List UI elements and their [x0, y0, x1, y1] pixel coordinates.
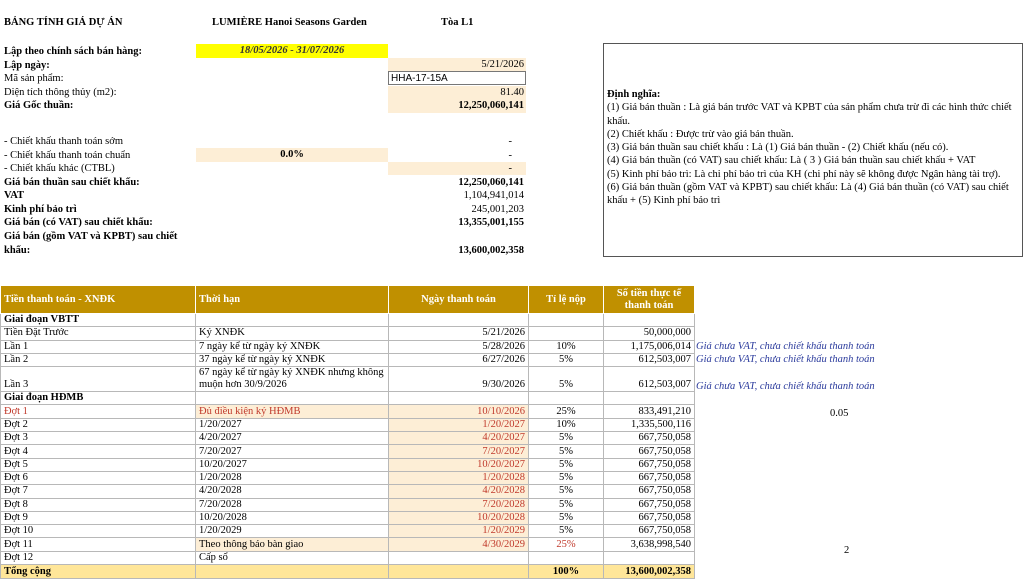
price-full-value: 13,600,002,358: [458, 245, 524, 256]
price-vat-label: Giá bán (có VAT) sau chiết khấu:: [4, 217, 153, 228]
row-pct: 5%: [529, 511, 604, 524]
row-date: 6/27/2026: [389, 353, 529, 366]
definition-line: (2) Chiết khấu : Được trừ vào giá bán thuần.: [607, 128, 794, 140]
row-term: 1/20/2029: [196, 525, 389, 538]
price-vat-value: 13,355,001,155: [458, 217, 524, 228]
project-name: LUMIÈRE Hanoi Seasons Garden: [212, 17, 367, 28]
row-date: 4/30/2029: [389, 538, 529, 551]
row-date: 4/20/2027: [389, 432, 529, 445]
policy-label: Lập theo chính sách bán hàng:: [4, 46, 143, 57]
total-label: Tổng cộng: [1, 565, 196, 579]
row-amount: [604, 551, 695, 564]
row-date: 9/30/2026: [389, 367, 529, 392]
row-pct: 5%: [529, 498, 604, 511]
definition-line: (6) Giá bán thuần (gồm VAT và KPBT) sau chiết khấu: Là (4) Giá bán thuần (có VAT) sau chiết khấu + (5) Kinh phí bảo trì: [607, 182, 1009, 207]
date-label: Lập ngày:: [4, 60, 50, 71]
row-date: 1/20/2027: [389, 418, 529, 431]
table-row: [1, 445, 695, 458]
column-header: Số tiền thực tế thanh toán: [604, 286, 695, 314]
row-pct: 5%: [529, 525, 604, 538]
row-pct: 10%: [529, 418, 604, 431]
maintenance-value: 245,001,203: [471, 204, 524, 215]
row-pct: 5%: [529, 367, 604, 392]
area-value[interactable]: 81.40: [388, 86, 526, 99]
row-term: 7 ngày kể từ ngày ký XNĐK: [196, 340, 389, 353]
row-pct: 5%: [529, 458, 604, 471]
row-extra-value: 2: [844, 545, 850, 556]
row-pct: [529, 551, 604, 564]
row-term: 1/20/2028: [196, 471, 389, 484]
row-pct: [529, 327, 604, 340]
total-pct: 100%: [529, 565, 604, 579]
area-label: Diện tích thông thủy (m2):: [4, 87, 117, 98]
definition-line: (5) Kinh phí bảo trì: Là chi phí bảo trì của KH (chi phí này sẽ không được Ngân hàng tài trợ).: [607, 168, 1001, 180]
disc-std-value: -: [508, 150, 512, 161]
net-price-value: 12,250,060,141: [458, 177, 524, 188]
sheet-title: BẢNG TÍNH GIÁ DỰ ÁN: [4, 17, 123, 28]
disc-std-label: - Chiết khấu thanh toán chuẩn: [4, 150, 131, 161]
row-term: Ký XNĐK: [196, 327, 389, 340]
row-name: Đợt 5: [1, 458, 196, 471]
definitions-title: Định nghĩa:: [607, 89, 661, 100]
base-price-label: Giá Gốc thuần:: [4, 100, 74, 111]
row-date: 5/28/2026: [389, 340, 529, 353]
tower-name: Tòa L1: [441, 17, 474, 28]
table-row: [1, 458, 695, 471]
row-amount: 833,491,210: [604, 405, 695, 418]
row-date: 1/20/2029: [389, 525, 529, 538]
row-date: 1/20/2028: [389, 471, 529, 484]
row-date: 10/20/2028: [389, 511, 529, 524]
row-name: Đợt 7: [1, 485, 196, 498]
table-row: [1, 418, 695, 431]
definitions-box: [603, 43, 1023, 257]
row-name: Lần 3: [1, 367, 196, 392]
table-row: [1, 327, 695, 340]
row-term: 7/20/2027: [196, 445, 389, 458]
row-note: Giá chưa VAT, chưa chiết khấu thanh toán: [696, 354, 875, 365]
row-term: Theo thông báo bàn giao: [196, 538, 389, 551]
row-amount: 3,638,998,540: [604, 538, 695, 551]
row-term: 4/20/2028: [196, 485, 389, 498]
row-date: 4/20/2028: [389, 485, 529, 498]
row-name: Lần 1: [1, 340, 196, 353]
row-amount: 667,750,058: [604, 511, 695, 524]
table-row: [1, 367, 695, 392]
row-term: 1/20/2027: [196, 418, 389, 431]
row-pct: 5%: [529, 471, 604, 484]
row-date: [389, 551, 529, 564]
row-amount: 667,750,058: [604, 458, 695, 471]
total-amount: 13,600,002,358: [604, 565, 695, 579]
column-header: Thời hạn: [196, 286, 389, 314]
table-row: [1, 353, 695, 366]
table-row: [1, 405, 695, 418]
price-full-label: Giá bán (gồm VAT và KPBT) sau chiết: [4, 231, 178, 242]
table-row: [1, 498, 695, 511]
row-date: 7/20/2027: [389, 445, 529, 458]
table-row: [1, 471, 695, 484]
row-amount: 612,503,007: [604, 353, 695, 366]
row-name: Đợt 10: [1, 525, 196, 538]
row-name: Đợt 12: [1, 551, 196, 564]
row-term: Cấp sổ: [196, 551, 389, 564]
table-row: [1, 525, 695, 538]
table-row: [1, 340, 695, 353]
product-code-field[interactable]: HHA-17-15A: [388, 71, 526, 85]
section-label: Giai đoạn HĐMB: [1, 392, 196, 405]
table-row: [1, 538, 695, 551]
row-amount: 667,750,058: [604, 525, 695, 538]
row-name: Đợt 8: [1, 498, 196, 511]
policy-value[interactable]: 18/05/2026 - 31/07/2026: [196, 44, 388, 58]
price-full-label-cont: khấu:: [4, 245, 31, 256]
disc-other-value[interactable]: -: [388, 162, 526, 175]
maintenance-label: Kinh phí bảo trì: [4, 204, 77, 215]
row-amount: 1,335,500,116: [604, 418, 695, 431]
disc-early-label: - Chiết khấu thanh toán sớm: [4, 136, 123, 147]
row-term: 37 ngày kể từ ngày ký XNĐK: [196, 353, 389, 366]
section-label: Giai đoạn VBTT: [1, 314, 196, 327]
row-term: 67 ngày kể từ ngày ký XNĐK nhưng không muộn hơn 30/9/2026: [196, 367, 389, 392]
row-amount: 667,750,058: [604, 471, 695, 484]
row-term: 10/20/2027: [196, 458, 389, 471]
row-amount: 667,750,058: [604, 432, 695, 445]
row-date: 5/21/2026: [389, 327, 529, 340]
vat-value: 1,104,941,014: [463, 190, 524, 201]
row-name: Tiền Đặt Trước: [1, 327, 196, 340]
row-pct: 5%: [529, 445, 604, 458]
product-label: Mã sản phẩm:: [4, 73, 64, 84]
row-pct: 25%: [529, 405, 604, 418]
column-header: Tỉ lệ nộp: [529, 286, 604, 314]
row-amount: 612,503,007: [604, 367, 695, 392]
column-header: Tiền thanh toán - XNĐK: [1, 286, 196, 314]
row-pct: 10%: [529, 340, 604, 353]
row-amount: 667,750,058: [604, 485, 695, 498]
row-amount: 667,750,058: [604, 498, 695, 511]
row-name: Đợt 1: [1, 405, 196, 418]
row-amount: 50,000,000: [604, 327, 695, 340]
row-note: Giá chưa VAT, chưa chiết khấu thanh toán: [696, 341, 875, 352]
row-date: 10/20/2027: [389, 458, 529, 471]
row-pct: 5%: [529, 432, 604, 445]
disc-other-label: - Chiết khấu khác (CTBL): [4, 163, 115, 174]
disc-early-value: -: [508, 136, 512, 147]
section-row: [1, 314, 695, 327]
row-pct: 5%: [529, 485, 604, 498]
row-pct: 5%: [529, 353, 604, 366]
row-term: 4/20/2027: [196, 432, 389, 445]
row-date: 10/10/2026: [389, 405, 529, 418]
column-header: Ngày thanh toán: [389, 286, 529, 314]
table-header-row: [1, 286, 695, 314]
row-name: Đợt 3: [1, 432, 196, 445]
row-term: 10/20/2028: [196, 511, 389, 524]
row-name: Lần 2: [1, 353, 196, 366]
row-date: 7/20/2028: [389, 498, 529, 511]
row-name: Đợt 6: [1, 471, 196, 484]
row-pct: 25%: [529, 538, 604, 551]
date-value[interactable]: 5/21/2026: [388, 58, 526, 71]
total-row: [1, 565, 695, 579]
row-name: Đợt 9: [1, 511, 196, 524]
row-amount: 667,750,058: [604, 445, 695, 458]
row-name: Đợt 4: [1, 445, 196, 458]
section-row: [1, 392, 695, 405]
table-row: [1, 511, 695, 524]
row-name: Đợt 2: [1, 418, 196, 431]
row-term: 7/20/2028: [196, 498, 389, 511]
disc-std-pct[interactable]: 0.0%: [196, 148, 388, 162]
payment-schedule-table: [0, 285, 695, 579]
table-row: [1, 551, 695, 564]
vat-label: VAT: [4, 190, 25, 201]
definition-line: (3) Giá bán thuần sau chiết khấu : Là (1) Giá bán thuần - (2) Chiết khấu (nếu có).: [607, 142, 949, 154]
row-amount: 1,175,006,014: [604, 340, 695, 353]
row-extra-value: 0.05: [830, 408, 849, 419]
row-note: Giá chưa VAT, chưa chiết khấu thanh toán: [696, 381, 875, 392]
definition-line: (1) Giá bán thuần : Là giá bán trước VAT và KPBT của sản phẩm chưa trừ đi các hình thức chiết khấu.: [607, 102, 1012, 127]
table-row: [1, 432, 695, 445]
base-price-value: 12,250,060,141: [388, 99, 526, 113]
definition-line: (4) Giá bán thuần (có VAT) sau chiết khấu: Là ( 3 ) Giá bán thuần sau chiết khấu + VAT: [607, 155, 976, 167]
row-term: Đủ điều kiện ký HĐMB: [196, 405, 389, 418]
net-price-label: Giá bán thuần sau chiết khấu:: [4, 177, 140, 188]
table-row: [1, 485, 695, 498]
row-name: Đợt 11: [1, 538, 196, 551]
